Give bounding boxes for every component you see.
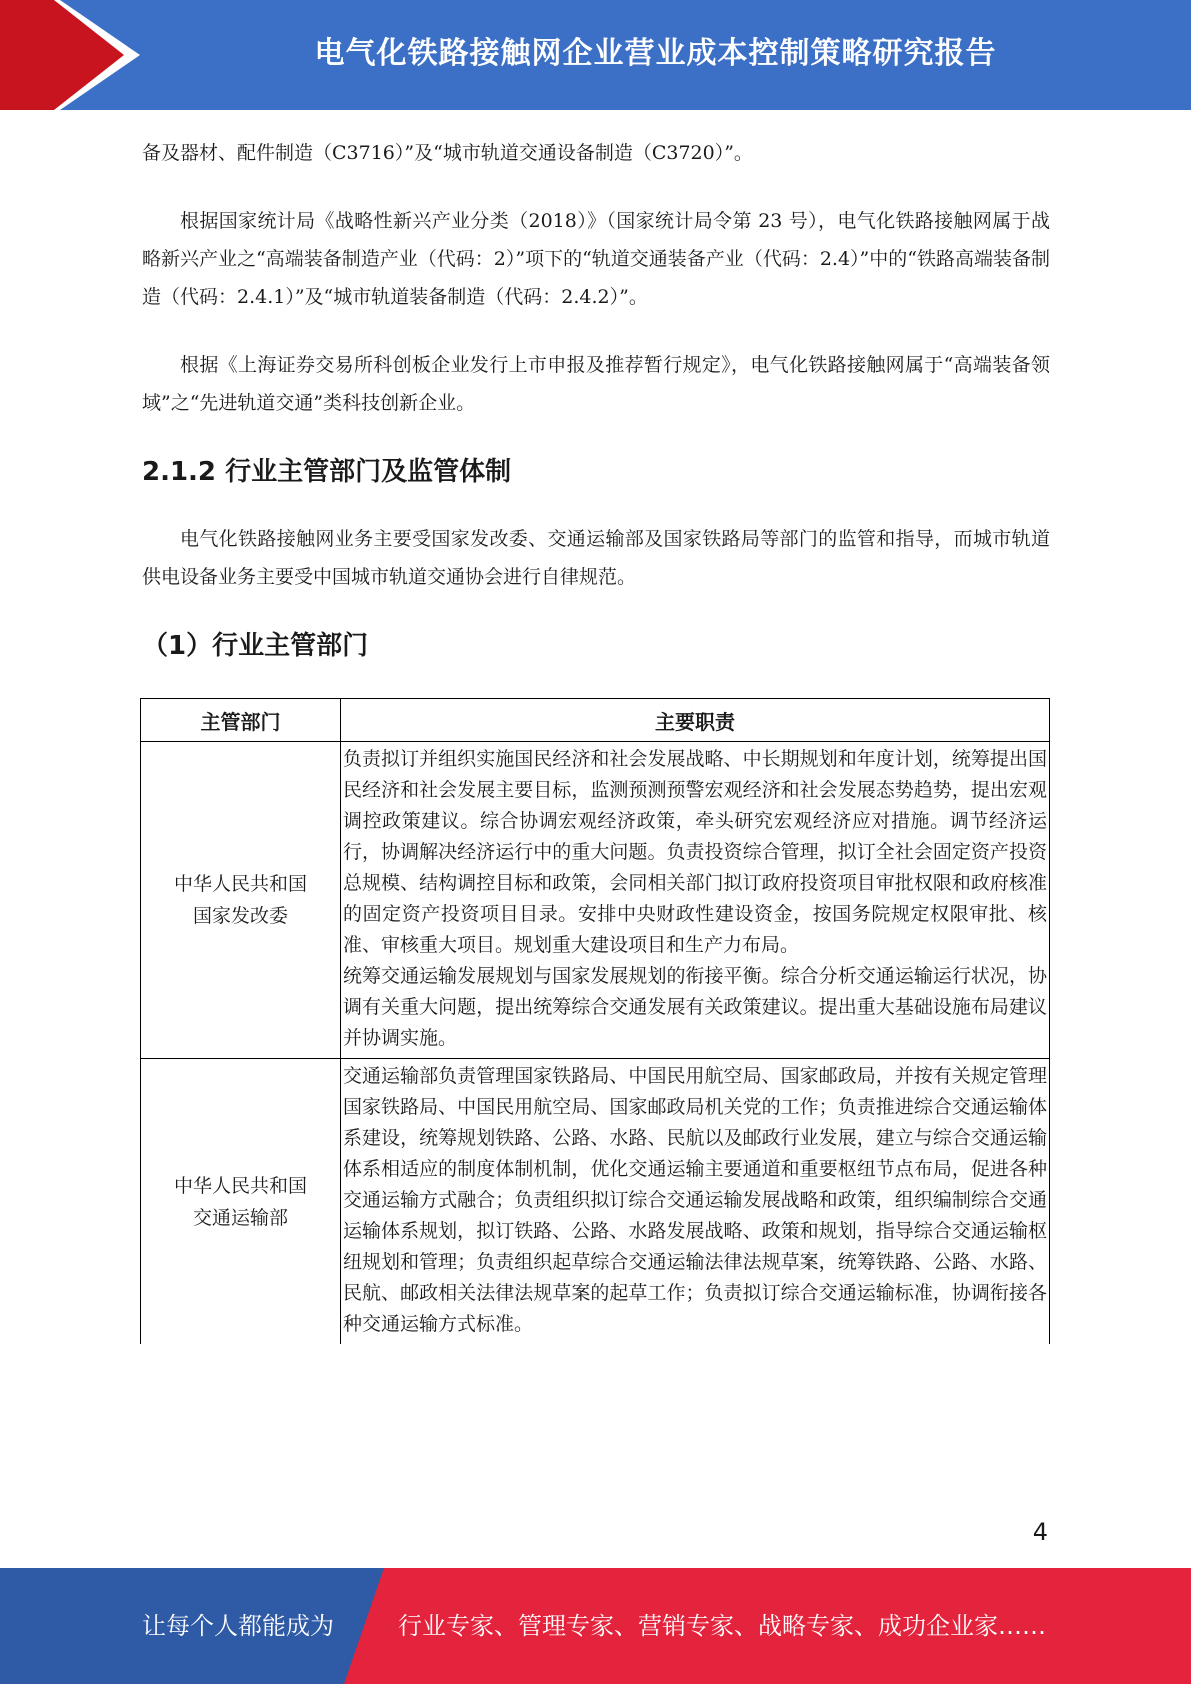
page-number: 4 [1032,1518,1048,1546]
dept-name-line2: 国家发改委 [192,905,288,927]
paragraph-continuation: 备及器材、配件制造（C3716）”及“城市轨道交通设备制造（C3720）”。 [142,142,753,164]
dept-name-line2: 交通运输部 [192,1206,288,1229]
main-content [142,134,1050,692]
dept-cell [141,742,341,1059]
report-title: 电气化铁路接触网企业营业成本控制策略研究报告 [314,36,997,71]
duties-text: 负责拟订并组织实施国民经济和社会发展战略、中长期规划和年度计划，统筹提出国民经济和社会发展主要目标，监测预测预警宏观经济和社会发展态势趋势，提出宏观调控政策建议。综合协调宏观经济政策，牵头研究宏观经济应对措施。调节经济运行，协调解决经济运行中的重大问题。负责投资综合管理，拟订全社会固定资产投资总规模、结构调控目标和政策，会同相关部门拟订政府投资项目审批权限和政府核准的固定资产投资项目目录。安排中央财政性建设资金，按国务院规定权限审批、核准、审核重大项目。规划重大建设项目和生产力布局。 [343,748,1047,956]
authorities-table [140,698,1050,1344]
dept-cell [141,1059,341,1345]
duties-text: 交通运输部负责管理国家铁路局、中国民用航空局、国家邮政局，并按有关规定管理国家铁路局、中国民用航空局、国家邮政局机关党的工作；负责推进综合交通运输体系建设，统筹规划铁路、公路、水路、民航以及邮政行业发展，建立与综合交通运输体系相适应的制度体制机制，优化交通运输主要通道和重要枢纽节点布局，促进各种交通运输方式融合；负责组织拟订综合交通运输发展战略和政策，组织编制综合交通运输体系规划，拟订铁路、公路、水路发展战略、政策和规划，指导综合交通运输枢纽规划和管理；负责组织起草综合交通运输法律法规草案，统筹铁路、公路、水路、民航、邮政相关法律法规草案的起草工作；负责拟订综合交通运输标准，协调衔接各种交通运输方式标准。 [343,1065,1047,1335]
section-heading: 2.1.2 行业主管部门及监管体制 [142,457,512,487]
page-header [0,0,1191,110]
paragraph-classification: 根据国家统计局《战略性新兴产业分类（2018）》（国家统计局令第 23 号），电气化铁路接触网属于战略新兴产业之“高端装备制造产业（代码：2）”项下的“轨道交通装备产业（代码：2.4）”中的“铁路高端装备制造（代码：2.4.1）”及“城市轨道装备制造（代码：2.4.2）”。 [142,210,1050,308]
dept-name-line1: 中华人民共和国 [173,873,307,895]
column-header-dept: 主管部门 [141,699,341,742]
footer-slogan-right: 行业专家、管理专家、营销专家、战略专家、成功企业家…… [398,1612,1046,1640]
column-header-duties: 主要职责 [341,699,1050,742]
page-footer [0,1568,1191,1684]
duties-text: 统筹交通运输发展规划与国家发展规划的衔接平衡。综合分析交通运输运行状况，协调有关重大问题，提出统筹综合交通发展有关政策建议。提出重大基础设施布局建议并协调实施。 [343,965,1047,1049]
header-arrow-decoration [0,0,150,110]
dept-name-line1: 中华人民共和国 [173,1174,307,1197]
duties-cell [341,742,1050,1059]
footer-slogan-left: 让每个人都能成为 [142,1612,334,1640]
paragraph-star-market: 根据《上海证券交易所科创板企业发行上市申报及推荐暂行规定》，电气化铁路接触网属于“高端装备领域”之“先进轨道交通”类科技创新企业。 [142,354,1050,414]
table-row [141,1059,1050,1345]
table-row [141,742,1050,1059]
duties-cell [341,1059,1050,1345]
table-header-row [141,699,1050,742]
paragraph-regulation: 电气化铁路接触网业务主要受国家发改委、交通运输部及国家铁路局等部门的监管和指导，而城市轨道供电设备业务主要受中国城市轨道交通协会进行自律规范。 [142,528,1050,588]
subsection-heading: （1）行业主管部门 [142,631,369,661]
